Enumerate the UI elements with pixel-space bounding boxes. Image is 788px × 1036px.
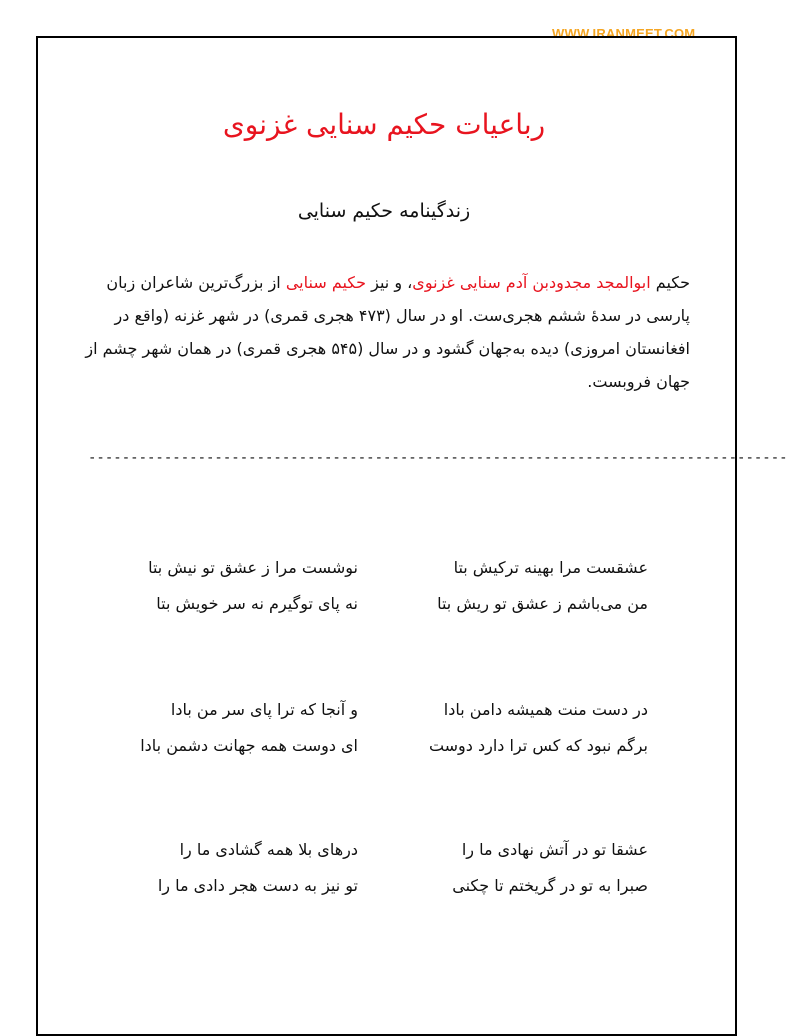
quatrain-3-line-2-right: صبرا به تو در گریختم تا چکنی bbox=[452, 876, 648, 895]
quatrain-1-line-2-right: من می‌باشم ز عشق تو ریش بتا bbox=[437, 594, 648, 613]
quatrain-1-line-2-left: نه پای توگیرم نه سر خویش بتا bbox=[156, 594, 358, 613]
quatrain-2-line-2-left: ای دوست همه جهانت دشمن بادا bbox=[140, 736, 358, 755]
biography-paragraph bbox=[82, 266, 690, 398]
poet-full-name: ابوالمجد مجدودبن آدم سنایی غزنوی bbox=[412, 273, 651, 292]
bio-text-middle: ، و نیز bbox=[366, 273, 413, 292]
page-title: رباعیات حکیم سنایی غزنوی bbox=[222, 108, 546, 141]
section-heading: زندگینامه حکیم سنایی bbox=[297, 200, 471, 222]
quatrain-3-line-1-left: درهای بلا همه گشادی ما را bbox=[179, 840, 358, 859]
bio-text-end: از بزرگ‌ترین شاعران زبان پارسی در سدهٔ ششم هجری‌ست. او در سال (۴۷۳ هجری قمری) در شهر غزنه (واقع در افغانستان امروزی) دیده به‌جهان گشود و در سال (۵۴۵ هجری قمری) در همان شهر چشم از جهان فروبست. bbox=[85, 273, 690, 391]
quatrain-2-line-2-right: برگم نبود که کس ترا دارد دوست bbox=[428, 736, 648, 755]
quatrain-3-line-2-left: تو نیز به دست هجر دادی ما را bbox=[157, 876, 358, 895]
quatrain-2-line-1-right: در دست منت همیشه دامن بادا bbox=[443, 700, 648, 719]
quatrain-1-line-1-left: نوشست مرا ز عشق تو نیش بتا bbox=[148, 558, 358, 577]
quatrain-1-line-1-right: عشقست مرا بهینه ترکیش بتا bbox=[453, 558, 648, 577]
quatrain-3-line-1-right: عشقا تو در آتش نهادی ما را bbox=[461, 840, 648, 859]
poet-title-name: حکیم سنایی bbox=[285, 273, 367, 292]
quatrain-2-line-1-left: و آنجا که ترا پای سر من بادا bbox=[170, 700, 358, 719]
bio-text-start: حکیم bbox=[650, 273, 690, 292]
dashed-divider: ----------------------------------------------------------------------------------- bbox=[88, 450, 788, 466]
watermark-url: WWW.IRANMEET.COM bbox=[552, 26, 696, 41]
